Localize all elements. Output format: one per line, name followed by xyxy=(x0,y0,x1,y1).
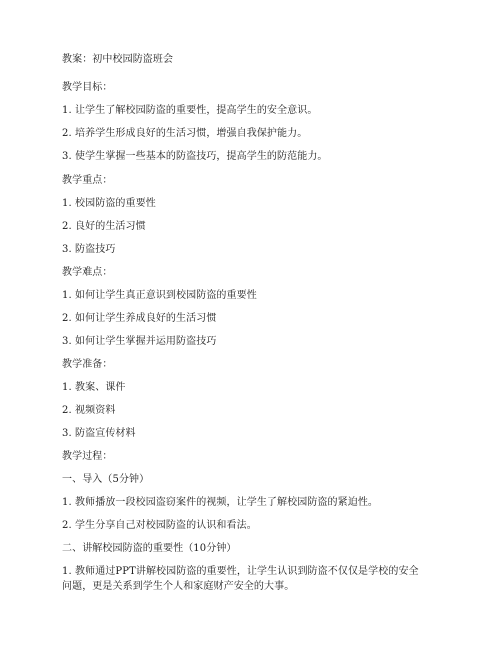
difficulties-heading: 教学难点： xyxy=(62,267,113,278)
section-item: 2. 学生分享自己对校园防盗的认识和看法。 xyxy=(62,520,257,531)
objective-item: 3. 使学生掌握一些基本的防盗技巧，提高学生的防范能力。 xyxy=(62,151,328,162)
objective-item: 1. 让学生了解校园防盗的重要性，提高学生的安全意识。 xyxy=(62,105,318,116)
key-point-item: 3. 防盗技巧 xyxy=(62,244,116,255)
difficulty-item: 1. 如何让学生真正意识到校园防盗的重要性 xyxy=(62,290,257,301)
key-points-heading: 教学重点： xyxy=(62,175,113,186)
objectives-heading: 教学目标： xyxy=(62,82,113,93)
difficulty-item: 3. 如何让学生掌握并运用防盗技巧 xyxy=(62,336,217,347)
section-heading: 二、讲解校园防盗的重要性（10分钟） xyxy=(62,543,237,554)
section-item: 1. 教师播放一段校园盗窃案件的视频，让学生了解校园防盗的紧迫性。 xyxy=(62,497,379,508)
preparation-item: 3. 防盗宣传材料 xyxy=(62,428,136,439)
document-title: 教案：初中校园防盗班会 xyxy=(62,54,174,65)
preparation-item: 2. 视频资料 xyxy=(62,405,116,416)
section-item: 1. 教师通过PPT讲解校园防盗的重要性，让学生认识到防盗不仅仅是学校的安全 xyxy=(62,566,419,577)
section-heading: 一、导入（5分钟） xyxy=(62,474,150,485)
preparation-heading: 教学准备： xyxy=(62,359,113,370)
preparation-item: 1. 教案、课件 xyxy=(62,382,126,393)
process-heading: 教学过程： xyxy=(62,451,113,462)
difficulty-item: 2. 如何让学生养成良好的生活习惯 xyxy=(62,313,217,324)
key-point-item: 2. 良好的生活习惯 xyxy=(62,221,146,232)
section-item-continuation: 问题，更是关系到学生个人和家庭财产安全的大事。 xyxy=(62,581,295,592)
objective-item: 2. 培养学生形成良好的生活习惯，增强自我保护能力。 xyxy=(62,128,308,139)
key-point-item: 1. 校园防盗的重要性 xyxy=(62,198,156,209)
